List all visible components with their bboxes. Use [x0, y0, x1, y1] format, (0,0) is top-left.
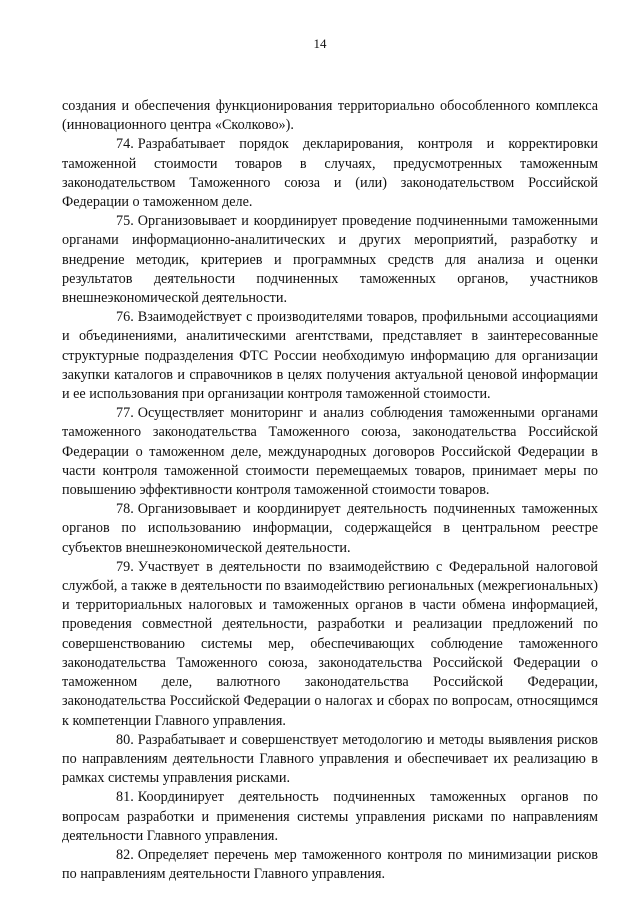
paragraph-74: [62, 135, 598, 212]
paragraph-text: Координирует деятельность подчиненных таможенных органов по вопросам разработки и применения системы управления рисками по направлениям деятельности Главного управления.: [62, 789, 598, 844]
paragraph-number: 75.: [116, 213, 134, 230]
paragraph-text: Организовывает и координирует деятельность подчиненных таможенных органов по использованию информации, содержащейся в центральном реестре субъектов внешнеэкономической деятельности.: [62, 501, 598, 556]
paragraph-number: 82.: [116, 846, 134, 863]
paragraph-number: 74.: [116, 136, 134, 153]
paragraph-text: Разрабатывает порядок декларирования, контроля и корректировки таможенной стоимости товаров в случаях, предусмотренных таможенным законодательством Таможенного союза и (или) законодательством Российской Федерации о таможенном деле.: [62, 136, 598, 211]
paragraph-number: 81.: [116, 789, 134, 806]
paragraph-82: [62, 846, 598, 884]
paragraph-text: Участвует в деятельности по взаимодействию с Федеральной налоговой службой, а также в деятельности по взаимодействию региональных (межрегиональных) и территориальных налоговых и таможенных органов в части обмена информацией, проведения совместной деятельности, разработки и реализации предложений по совершенствованию системы мер, обеспечивающих соблюдение таможенного законодательства Таможенного союза, законодательства Российской Федерации о таможенном деле, валютного законодательства Российской Федерации, законодательства Российской Федерации о налогах и сборах по вопросам, относящимся к компетенции Главного управления.: [62, 558, 598, 729]
paragraph-text: Взаимодействует с производителями товаров, профильными ассоциациями и объединениями, аналитическими агентствами, представляет в заинтересованные структурные подразделения ФТС России необходимую информацию для организации закупки каталогов и справочников в целях получения актуальной ценовой информации и ее использования при организации контроля таможенной стоимости.: [62, 309, 598, 403]
document-body: [62, 97, 598, 884]
paragraph-81: [62, 788, 598, 846]
paragraph-text: Разрабатывает и совершенствует методологию и методы выявления рисков по направлениям деятельности Главного управления и обеспечивает их реализацию в рамках системы управления рисками.: [62, 731, 598, 787]
paragraph-76: [62, 308, 598, 404]
paragraph-75: [62, 212, 598, 308]
paragraph-text: Организовывает и координирует проведение подчиненными таможенными органами информационно-аналитических и других мероприятий, разработку и внедрение методик, критериев и программных средств для анализа и оценки результатов деятельности подчиненных таможенных органов, участников внешнеэкономической деятельности.: [62, 213, 598, 307]
paragraph-text: Осуществляет мониторинг и анализ соблюдения таможенными органами таможенного законодательства Таможенного союза, законодательства Российской Федерации о таможенном деле, международных договоров Российской Федерации в части контроля таможенной стоимости перемещаемых товаров, принимает меры по повышению эффективности контроля таможенной стоимости товаров.: [62, 405, 598, 499]
paragraph-number: 79.: [116, 558, 134, 575]
paragraph-text: Определяет перечень мер таможенного контроля по минимизации рисков по направлениям деятельности Главного управления.: [62, 846, 598, 883]
paragraph-79: [62, 558, 598, 731]
paragraph-80: [62, 731, 598, 789]
paragraph-number: 76.: [116, 309, 134, 326]
page-number: 14: [313, 36, 327, 51]
paragraph-77: [62, 404, 598, 500]
paragraph-78: [62, 500, 598, 558]
paragraph-number: 77.: [116, 405, 134, 422]
paragraph-number: 78.: [116, 501, 134, 518]
paragraph-continuation: создания и обеспечения функционирования территориально обособленного комплекса (инновационного центра «Сколково»).: [62, 98, 598, 134]
paragraph-number: 80.: [116, 731, 134, 748]
